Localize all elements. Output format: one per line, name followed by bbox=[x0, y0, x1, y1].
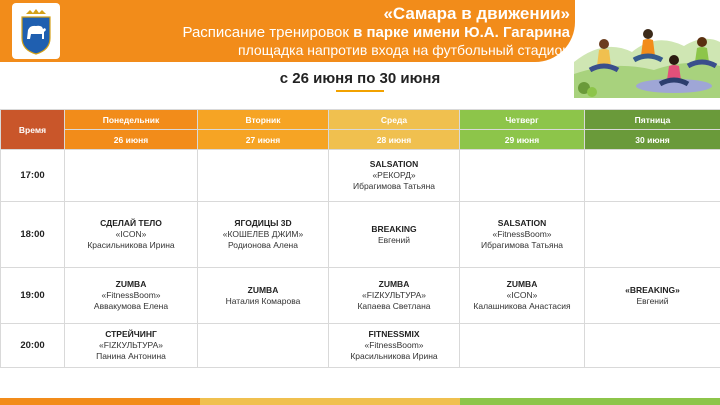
schedule-cell-empty bbox=[585, 324, 720, 368]
time-cell: 18:00 bbox=[1, 202, 65, 268]
schedule-table bbox=[0, 109, 720, 368]
header-subtitle-normal: Расписание тренировок bbox=[182, 24, 354, 41]
coach-name: Ибрагимова Татьяна bbox=[352, 181, 436, 191]
header-title: «Самара в движении» bbox=[383, 4, 570, 23]
coach-name: Красильникова Ирина bbox=[87, 240, 175, 250]
schedule-cell bbox=[65, 202, 198, 268]
footer-stripe-green bbox=[460, 398, 720, 405]
time-column-header: Время bbox=[1, 110, 65, 150]
studio-name: «ICON» bbox=[506, 290, 538, 300]
header-bar bbox=[0, 0, 575, 62]
header-subtitle-bold: в парке имени Ю.А. Гагарина bbox=[353, 24, 570, 41]
studio-name: «РЕКОРД» bbox=[372, 170, 416, 180]
samara-coat-of-arms-logo bbox=[12, 3, 60, 59]
studio-name: «FitnessBoom» bbox=[101, 290, 161, 300]
schedule-cell-empty bbox=[585, 202, 720, 268]
date-header-wednesday: 28 июня bbox=[329, 130, 460, 150]
schedule-cell-empty bbox=[65, 150, 198, 202]
schedule-cell bbox=[198, 202, 329, 268]
coach-name: Наталия Комарова bbox=[225, 295, 301, 306]
schedule-cell-empty bbox=[198, 150, 329, 202]
coach-name: Панина Антонина bbox=[96, 351, 166, 361]
schedule-cell bbox=[329, 150, 460, 202]
footer-stripe-yellow bbox=[200, 398, 460, 405]
schedule-cell bbox=[460, 202, 585, 268]
coat-of-arms-icon bbox=[16, 6, 56, 56]
schedule-cell bbox=[329, 268, 460, 324]
coach-name: Евгений bbox=[636, 295, 669, 306]
schedule-cell bbox=[460, 268, 585, 324]
table-row bbox=[1, 150, 720, 202]
class-name: BREAKING bbox=[371, 223, 417, 234]
class-name: ЯГОДИЦЫ 3D bbox=[234, 218, 292, 228]
day-header-wednesday: Среда bbox=[329, 110, 460, 130]
schedule-cell bbox=[585, 268, 720, 324]
class-name: SALSATION bbox=[369, 159, 419, 169]
day-header-friday: Пятница bbox=[585, 110, 720, 130]
studio-name: «FitnessBoom» bbox=[364, 340, 424, 350]
coach-name: Красильникова Ирина bbox=[350, 351, 438, 361]
table-row bbox=[1, 202, 720, 268]
time-cell: 19:00 bbox=[1, 268, 65, 324]
header-location: площадка напротив входа на футбольный стадион bbox=[238, 42, 570, 58]
time-cell: 20:00 bbox=[1, 324, 65, 368]
coach-name: Евгений bbox=[377, 234, 411, 245]
schedule-cell-empty bbox=[585, 150, 720, 202]
table-row bbox=[1, 324, 720, 368]
footer-stripe-orange bbox=[0, 398, 200, 405]
coach-name: Калашникова Анастасия bbox=[473, 301, 571, 311]
date-header-monday: 26 июня bbox=[65, 130, 198, 150]
schedule-cell-empty bbox=[460, 150, 585, 202]
coach-name: Родионова Алена bbox=[228, 240, 298, 250]
yoga-people-illustration bbox=[574, 4, 720, 98]
studio-name: «FitnessBoom» bbox=[492, 229, 552, 239]
date-header-thursday: 29 июня bbox=[460, 130, 585, 150]
date-header-friday: 30 июня bbox=[585, 130, 720, 150]
header-titles bbox=[70, 4, 570, 59]
coach-name: Ибрагимова Татьяна bbox=[480, 240, 564, 250]
studio-name: «FIZКУЛЬТУРА» bbox=[98, 340, 164, 350]
header-subtitle bbox=[70, 24, 570, 42]
studio-name: «ICON» bbox=[115, 229, 147, 239]
table-row bbox=[1, 268, 720, 324]
class-name: СТРЕЙЧИНГ bbox=[105, 329, 157, 339]
day-header-tuesday: Вторник bbox=[198, 110, 329, 130]
class-name: SALSATION bbox=[497, 218, 547, 228]
schedule-cell bbox=[198, 268, 329, 324]
class-name: ZUMBA bbox=[378, 279, 410, 289]
class-name: ZUMBA bbox=[247, 284, 279, 295]
studio-name: «FIZКУЛЬТУРА» bbox=[361, 290, 427, 300]
schedule-cell bbox=[329, 324, 460, 368]
class-name: ZUMBA bbox=[506, 279, 538, 289]
schedule-cell-empty bbox=[198, 324, 329, 368]
class-name: СДЕЛАЙ ТЕЛО bbox=[100, 218, 162, 228]
schedule-cell bbox=[65, 268, 198, 324]
class-name: ZUMBA bbox=[115, 279, 147, 289]
schedule-cell-empty bbox=[460, 324, 585, 368]
class-name: FITNESSMIX bbox=[368, 329, 420, 339]
coach-name: Аввакумова Елена bbox=[93, 301, 169, 311]
time-cell: 17:00 bbox=[1, 150, 65, 202]
header bbox=[0, 0, 720, 62]
coach-name: Капаева Светлана bbox=[357, 301, 431, 311]
day-header-monday: Понедельник bbox=[65, 110, 198, 130]
schedule-cell bbox=[65, 324, 198, 368]
dates-range: с 26 июня по 30 июня bbox=[279, 70, 441, 87]
day-header-thursday: Четверг bbox=[460, 110, 585, 130]
date-header-tuesday: 27 июня bbox=[198, 130, 329, 150]
class-name: «BREAKING» bbox=[625, 284, 680, 295]
dates-underline bbox=[336, 90, 384, 92]
schedule-cell bbox=[329, 202, 460, 268]
studio-name: «КОШЕЛЕВ ДЖИМ» bbox=[222, 229, 304, 239]
